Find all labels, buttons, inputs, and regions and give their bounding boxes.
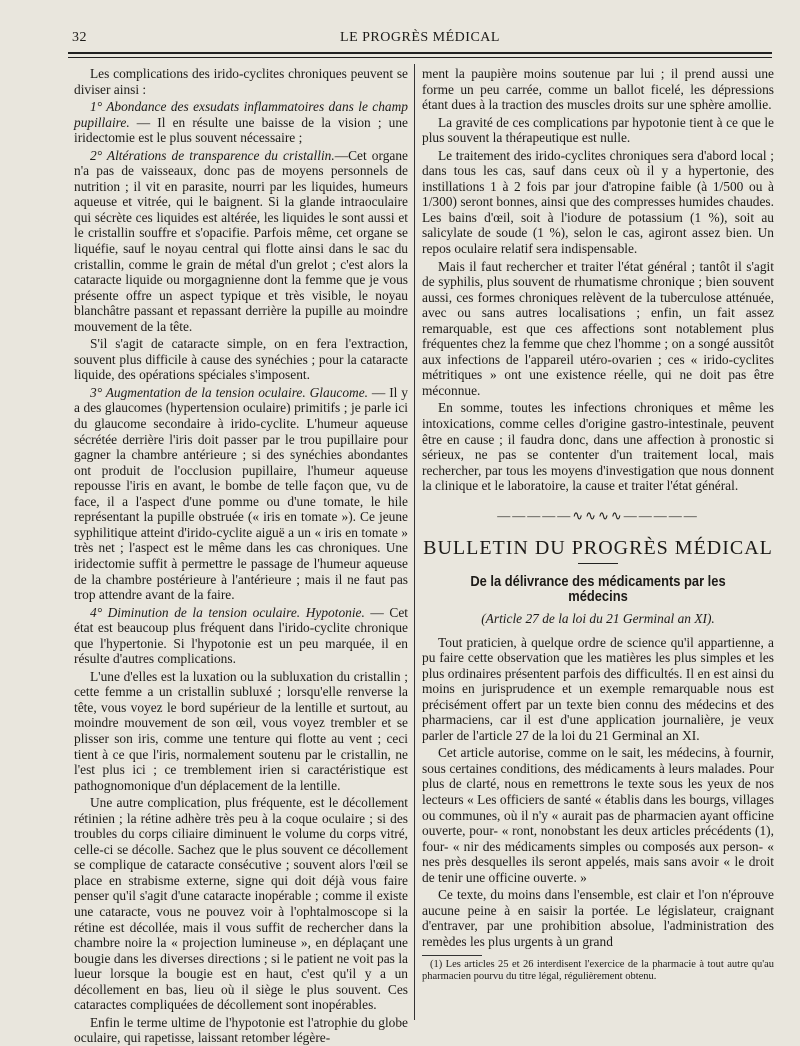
item-2 xyxy=(74,148,408,335)
item-4-text: — Cet état est beaucoup plus fréquent dans l'irido-cyclite chronique que l'hypertonie. Si l'hypotonie est un peu marquée, il en résulte d'autres complications. xyxy=(74,604,408,667)
footnote-rule xyxy=(422,955,482,956)
item-1-heading: 1° Abondance des exsudats inflammatoires dans le champ pupillaire. xyxy=(74,99,408,130)
left-column xyxy=(74,66,408,1046)
item-3-text: — Il y a des glaucomes (hypertension oculaire) primitifs ; je parle ici du glaucome secondaire à irido-cyclite. L'humeur aqueuse sécrétée derrière l'iris doit passer par le trou pupillaire pour gagner la chambre antérieure ; si des synéchies abondantes ont produit de l'occlusion pupillaire, l'humeur aqueuse repousse l'iris en avant, le bombe de telle façon que, vu de face, il a l'aspect d'une pomme ou d'une tomate, le hile représentant la pupille obstruée (« iris en tomate »). Ce jeune syphilitique atteint d'irido-cyclite aiguë a un « iris en tomate » très net ; l'aspect est le même dans les cas chroniques. Une iridectomie suffit à permettre le passage de l'humeur aqueuse de la chambre postérieure à l'antérieure ; mais il ne faut pas trop attendre avant de la faire. xyxy=(74,384,408,603)
somme-paragraph: En somme, toutes les infections chroniques et même les intoxications, comme celles d'origine gastro-intestinale, peuvent être en cause ; il faudra donc, dans une affection à pronostic si sérieux, ne pas se contenter d'un traitement local, mais rechercher, par tous les moyens d'investigation que nous donnent la clinique et le laboratoire, la cause et traiter l'état général. xyxy=(422,400,774,494)
article-subtitle: (Article 27 de la loi du 21 Germinal an XI). xyxy=(481,610,715,626)
item-1-text: — Il en résulte une baisse de la vision ; une iridectomie est le plus souvent nécessaire ; xyxy=(74,114,408,146)
item-1 xyxy=(74,99,408,146)
column-divider xyxy=(414,64,415,1020)
praticien-paragraph: Tout praticien, à quelque ordre de science qu'il appartienne, a pu faire cette observation que les matières les plus simples et les plus ordinaires présentent parfois des difficultés. Il en est ainsi du moins en jurisprudence et un exemple remarquable nous est précisément offert par un texte bien connu des médecins et des pharmaciens, car il est d'une application journalière, je veux parler de l'article 27 de la loi du 21 Germinal an XI. xyxy=(422,634,774,743)
texte-paragraph: Ce texte, du moins dans l'ensemble, est clair et l'on n'éprouve aucune peine à en saisir la portée. Le législateur, craignant d'entraver, par une prohibition absolue, l'administration des remèdes les plus urgents à un grand xyxy=(422,887,774,949)
running-head: LE PROGRÈS MÉDICAL xyxy=(340,30,500,45)
article-title: De la délivrance des médicaments par les médecins xyxy=(470,572,726,606)
item-4-heading: 4° Diminution de la tension oculaire. Hypotonie. xyxy=(90,604,365,620)
item-3-heading: 3° Augmentation de la tension oculaire. Glaucome. xyxy=(90,384,368,400)
cataract-paragraph: S'il s'agit de cataracte simple, on en fera l'extraction, souvent plus difficile à cause des synéchies ; pour la cataracte liquide, des opérations spéciales s'imposent. xyxy=(74,336,408,383)
item-4 xyxy=(74,605,408,667)
item-2-text: —Cet organe n'a pas de vaisseaux, donc pas de moyens personnels de nutrition ; il vit en parasite, nourri par les liquides, humeurs aqueuse et vitrée, qui le baignent. Si la glande intraoculaire qui sécrète ces liquides est altérée, les liquides le sont aussi et le cristallin souffre et s'opacifie. Parfois même, cet organe se liquéfie, sauf le noyau central qui flotte ainsi dans le sac du cristallin, comme le grain de métal d'un grelot ; c'est alors la cataracte liquide ou morgagnienne dont la femme que je vous présente offre un aspect typique et très visible, le noyau blanchâtre passant et repassant derrière la pupille au moindre mouvement de la tête. xyxy=(74,147,408,334)
gravite-paragraph: La gravité de ces complications par hypotonie tient à ce que le plus souvent la thérapeutique est nulle. xyxy=(422,114,774,146)
traitement-paragraph: Le traitement des irido-cyclites chroniques sera d'abord local ; dans tous les cas, sauf dans ceux où il y a hypertonie, des instillations 1 à 2 fois par jour d'atropine faible (à 1/500 ou à 1/300) seront bonnes, ainsi que des compresses humides chaudes. Les bains d'œil, soit à l'iodure de potassium (1 %), soit au salicylate de soude (1 %), selon le cas, agiront assez bien. Un repos oculaire relatif sera indispensable. xyxy=(422,147,774,257)
atrophie-paragraph: Enfin le terme ultime de l'hypotonie est l'atrophie du globe oculaire, qui rapetisse, laissant retomber légère- xyxy=(74,1014,408,1046)
footnote: (1) Les articles 25 et 26 interdisent l'exercice de la pharmacie à tout autre qu'au pharmacien pourvu du titre légal, régulièrement obtenu. xyxy=(422,959,774,982)
luxation-paragraph: L'une d'elles est la luxation ou la subluxation du cristallin ; cette femme a un cristallin subluxé ; lorsqu'elle renverse la tête, vous voyez le bord supérieur de la lentille et surtout, au moindre mouvement de son œil, vous voyez trembler et se plisser son iris, comme une tenture qui flotte au vent ; ceci tient à ce que l'iris, normalement soutenu par le cristallin, ne l'est plus ici ; ce tremblement irien si caractéristique est pathognomonique d'un déplacement de la lentille. xyxy=(74,668,408,793)
decollement-paragraph: Une autre complication, plus fréquente, est le décollement rétinien ; la rétine adhère très peu à la coque oculaire ; si des troubles du corps ciliaire diminuent le volume du corps vitré, celle-ci se décolle. Sachez que le plus souvent ce décollement se complique de cataracte consécutive ; souvent alors l'œil se place en strabisme externe, signe qui doit déjà vous faire penser qu'il s'agit d'une cataracte inopérable ; comme il existe une cataracte, vous ne pouvez voir à l'ophtalmoscope si la rétine est décollée, mais il vous suffit de rechercher dans la chambre noire la « projection lumineuse », en déplaçant une bougie dans les diverses directions ; si le patient ne voit pas la lueur lorsque la bougie est en haut, c'est qu'il y a un décollement en bas, lieu où il siège le plus souvent. Ces cataractes compliquées de décollement sont inopérables. xyxy=(74,795,408,1013)
page-header xyxy=(68,28,772,50)
general-paragraph: Mais il faut rechercher et traiter l'état général ; tantôt il s'agit de syphilis, plus souvent de rhumatisme chronique ; bien souvent aussi, ces formes chroniques relèvent de la tuberculose atténuée, avec ou sans autres localisations ; enfin, un fait assez remarquable, est que ces affections sont notablement plus fréquentes chez la femme que chez l'homme ; on a songé aussitôt aux infections de l'appareil utéro-ovarien ; ces « irido-cyclites métritiques » ont une existence réelle, qui ne doit pas être méconnue. xyxy=(422,258,774,398)
page-number: 32 xyxy=(72,30,87,45)
intro-paragraph: Les complications des irido-cyclites chroniques peuvent se diviser ainsi : xyxy=(74,66,408,97)
right-column xyxy=(422,66,774,1024)
fleuron-divider: ―――――∿∿∿∿――――― xyxy=(497,507,699,523)
title-rule xyxy=(578,563,618,564)
continued-paragraph: ment la paupière moins soutenue par lui ; il prend aussi une forme un peu carrée, comme un ballot ficelé, les dépressions étant dues à la traction des muscles droits sur une sphère amollie. xyxy=(422,66,774,113)
item-3 xyxy=(74,385,408,603)
item-2-heading: 2° Altérations de transparence du cristallin. xyxy=(90,147,335,163)
header-rule xyxy=(68,52,772,58)
bulletin-title: BULLETIN DU PROGRÈS MÉDICAL xyxy=(423,537,773,560)
article-paragraph: Cet article autorise, comme on le sait, les médecins, à fournir, sous certaines conditions, des médicaments à leurs malades. Pour plus de clarté, nous en remettrons le texte sous les yeux de nos lecteurs « Les officiers de santé « établis dans les bourgs, villages ou communes, où il n'y « aurait pas de pharmacien ayant officine ouverte, pour- « ront, nonobstant les deux articles précédents (1), four- « nir des médicaments simples ou composés aux person- « nes près desquelles ils seront appelés, mais sans avoir « le droit de tenir une officine ouverte. » xyxy=(422,745,774,885)
